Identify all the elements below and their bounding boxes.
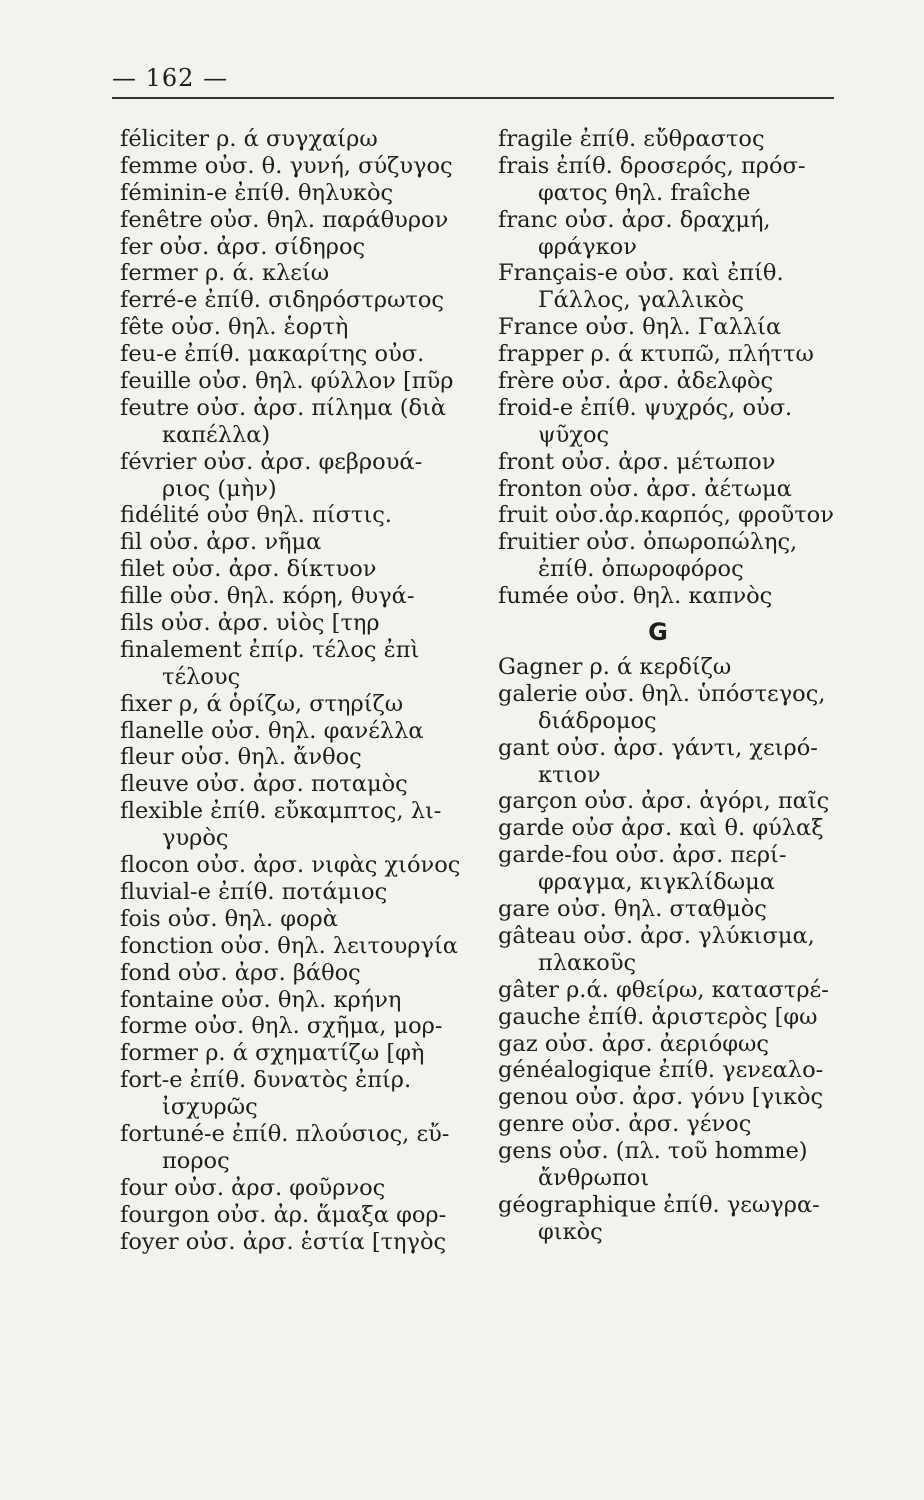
dictionary-entry: Français-e οὐσ. καὶ ἐπίθ. [498, 260, 784, 287]
entry-continuation: φατος θηλ. fraîche [538, 179, 751, 206]
right-column [498, 126, 838, 1246]
dictionary-entry: gens οὐσ. (πλ. τοῦ homme) [498, 1138, 808, 1165]
dictionary-entry: franc οὐσ. ἀρσ. δραχμή, [498, 206, 771, 233]
dictionary-entry: fleur οὐσ. θηλ. ἄνθος [120, 744, 362, 771]
dictionary-entry: fête οὐσ. θηλ. ἑορτὴ [120, 314, 349, 341]
entry-continuation: πλακοῦς [538, 949, 637, 976]
dictionary-entry: genou οὐσ. ἀρσ. γόνυ [γικὸς [498, 1084, 824, 1111]
entry-continuation: ψῦχος [538, 421, 610, 448]
dictionary-entry: fil οὐσ. ἀρσ. νῆμα [120, 529, 322, 556]
dictionary-entry: fermer ρ. ά. κλείω [120, 260, 330, 287]
dictionary-entry: fidélité οὐσ θηλ. πίστις. [120, 502, 392, 529]
dictionary-entry: fils οὐσ. ἀρσ. υἱὸς [τηρ [120, 610, 380, 637]
entry-continuation: φικὸς [538, 1218, 603, 1245]
dictionary-entry: frapper ρ. ά κτυπῶ, πλήττω [498, 341, 814, 368]
dictionary-entry: France οὐσ. θηλ. Γαλλία [498, 314, 782, 341]
dictionary-entry: gâteau οὐσ. ἀρσ. γλύκισμα, [498, 922, 815, 949]
dictionary-entry: feutre οὐσ. ἀρσ. πίλημα (διὰ [120, 394, 447, 421]
entry-continuation: ἄνθρωποι [538, 1164, 650, 1191]
entry-continuation: γυρὸς [162, 825, 229, 852]
dictionary-entry: genre οὐσ. ἀρσ. γένος [498, 1111, 752, 1138]
dictionary-entry: garçon οὐσ. ἀρσ. ἀγόρι, παῖς [498, 788, 830, 815]
dictionary-entry: fortuné-e ἐπίθ. πλούσιος, εὔ- [120, 1120, 450, 1147]
dictionary-entry: fruitier οὐσ. ὀπωροπώλης, [498, 529, 798, 556]
dictionary-entry: froid-e ἐπίθ. ψυχρός, οὐσ. [498, 394, 793, 421]
dictionary-entry: fonction οὐσ. θηλ. λειτουργία [120, 932, 458, 959]
dictionary-entry: ferré-e ἐπίθ. σιδηρόστρωτος [120, 287, 445, 314]
entry-continuation: ριος (μὴν) [162, 475, 277, 502]
section-letter: G [648, 618, 668, 647]
entry-continuation: Γάλλος, γαλλικὸς [538, 287, 744, 314]
dictionary-entry: Gagner ρ. ά κερδίζω [498, 654, 732, 681]
dictionary-entry: géographique ἐπίθ. γεωγρα- [498, 1191, 820, 1218]
entry-continuation: φραγμα, κιγκλίδωμα [538, 869, 775, 896]
dictionary-entry: former ρ. ά σχηματίζω [φὴ [120, 1040, 425, 1067]
dictionary-entry: février οὐσ. ἀρσ. φεβρουά- [120, 448, 423, 475]
dictionary-entry: garde-fou οὐσ. ἀρσ. περί- [498, 842, 787, 869]
dictionary-entry: feuille οὐσ. θηλ. φύλλον [πῦρ [120, 368, 454, 395]
dictionary-entry: filet οὐσ. ἀρσ. δίκτυον [120, 556, 377, 583]
entry-continuation: κτιον [538, 761, 601, 788]
dictionary-entry: fille οὐσ. θηλ. κόρη, θυγά- [120, 583, 415, 610]
dictionary-entry: fumée οὐσ. θηλ. καπνὸς [498, 583, 773, 610]
dictionary-entry: fluvial-e ἐπίθ. ποτάμιος [120, 878, 388, 905]
dictionary-entry: gare οὐσ. θηλ. σταθμὸς [498, 896, 767, 923]
dictionary-entry: gaz οὐσ. ἀρσ. ἀεριόφως [498, 1030, 769, 1057]
dictionary-entry: foyer οὐσ. ἀρσ. ἑστία [τηγὸς [120, 1228, 447, 1255]
dictionary-entry: garde οὐσ ἀρσ. καὶ θ. φύλαξ [498, 815, 824, 842]
dictionary-entry: gâter ρ.ά. φθείρω, καταστρέ- [498, 976, 829, 1003]
dictionary-entry: frère οὐσ. ἀρσ. ἀδελφὸς [498, 368, 774, 395]
dictionary-entry: flocon οὐσ. ἀρσ. νιφὰς χιόνος [120, 852, 461, 879]
dictionary-entry: flanelle οὐσ. θηλ. φανέλλα [120, 717, 424, 744]
dictionary-entry: fort-e ἐπίθ. δυνατὸς ἐπίρ. [120, 1067, 412, 1094]
dictionary-entry: fourgon οὐσ. ἀρ. ἅμαξα φορ- [120, 1201, 447, 1228]
dictionary-entry: féliciter ρ. ά συγχαίρω [120, 126, 378, 152]
dictionary-entry: frais ἐπίθ. δροσερός, πρόσ- [498, 152, 806, 179]
dictionary-entry: front οὐσ. ἀρσ. μέτωπον [498, 448, 776, 475]
entry-continuation: διάδρομος [538, 707, 657, 734]
entry-continuation: ἐπίθ. ὀπωροφόρος [538, 556, 744, 583]
dictionary-entry: fois οὐσ. θηλ. φορὰ [120, 905, 338, 932]
dictionary-entry: feu-e ἐπίθ. μακαρίτης οὐσ. [120, 341, 425, 368]
dictionary-entry: fixer ρ, ά ὁρίζω, στηρίζω [120, 690, 404, 717]
entry-continuation: ἰσχυρῶς [162, 1094, 258, 1121]
entry-continuation: πορος [162, 1147, 230, 1174]
dictionary-entry: fer οὐσ. ἀρσ. σίδηρος [120, 233, 366, 260]
left-column [120, 126, 480, 1255]
dictionary-entry: gauche ἐπίθ. ἀριστερὸς [φω [498, 1003, 818, 1030]
entry-continuation: φράγκον [538, 233, 637, 260]
dictionary-entry: féminin-e ἐπίθ. θηλυκὸς [120, 179, 394, 206]
dictionary-entry: fragile ἐπίθ. εὔθραστος [498, 126, 765, 152]
entry-continuation: καπέλλα) [162, 421, 271, 448]
dictionary-entry: flexible ἐπίθ. εὔκαμπτος, λι- [120, 798, 442, 825]
dictionary-entry: fontaine οὐσ. θηλ. κρήνη [120, 986, 402, 1013]
dictionary-entry: généalogique ἐπίθ. γενεαλο- [498, 1057, 824, 1084]
dictionary-entry: femme οὐσ. θ. γυνή, σύζυγος [120, 152, 453, 179]
dictionary-entry: galerie οὐσ. θηλ. ὑπόστεγος, [498, 680, 826, 707]
dictionary-entry: finalement ἐπίρ. τέλος ἐπὶ [120, 636, 420, 663]
dictionary-entry: fruit οὐσ.ἀρ.καρπός, φροῦτον [498, 502, 834, 529]
dictionary-entry: fenêtre οὐσ. θηλ. παράθυρον [120, 206, 449, 233]
dictionary-entry: gant οὐσ. ἀρσ. γάντι, χειρό- [498, 734, 818, 761]
dictionary-entry: fond οὐσ. ἀρσ. βάθος [120, 959, 361, 986]
entry-continuation: τέλους [162, 663, 241, 690]
header-rule [112, 97, 834, 99]
page-number: — 162 — [112, 64, 229, 92]
dictionary-entry: four οὐσ. ἀρσ. φοῦρνος [120, 1174, 386, 1201]
dictionary-entry: fleuve οὐσ. ἀρσ. ποταμὸς [120, 771, 408, 798]
dictionary-entry: forme οὐσ. θηλ. σχῆμα, μορ- [120, 1013, 443, 1040]
dictionary-entry: fronton οὐσ. ἀρσ. ἀέτωμα [498, 475, 792, 502]
